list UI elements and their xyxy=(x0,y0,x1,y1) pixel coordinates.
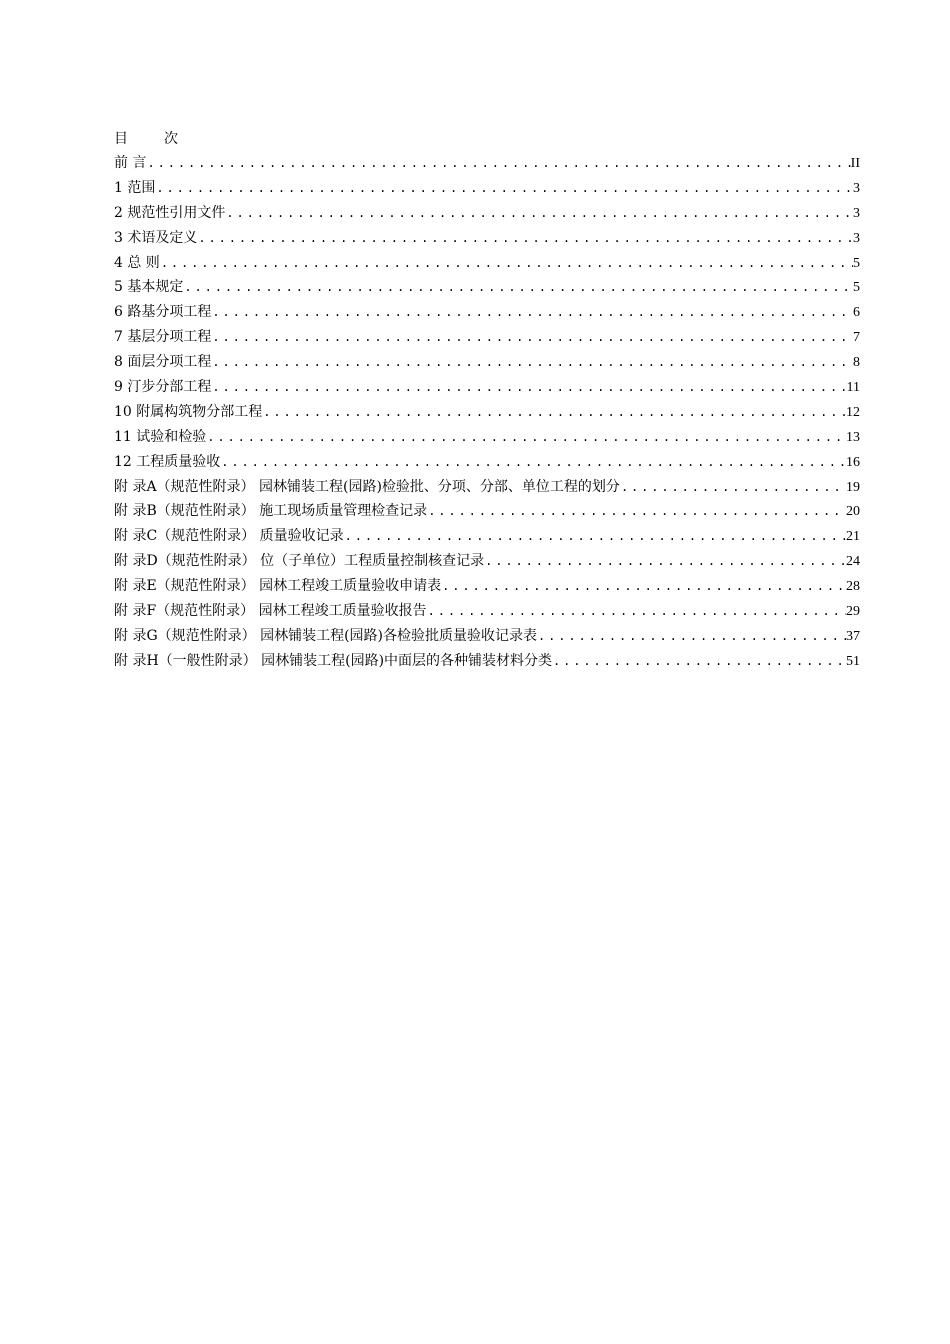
table-of-contents xyxy=(114,127,860,674)
toc-entry[interactable] xyxy=(114,574,860,599)
toc-dot-leader xyxy=(344,524,846,549)
toc-entry-label: 12 工程质量验收 xyxy=(114,453,221,470)
toc-entry[interactable] xyxy=(114,275,860,300)
toc-entry-label: 前 言 xyxy=(114,155,147,171)
toc-entry-list xyxy=(114,151,860,674)
toc-entry-page-number: II xyxy=(850,156,860,171)
toc-entry[interactable] xyxy=(114,226,860,251)
toc-entry-label: 11 试验和检验 xyxy=(114,428,207,445)
toc-entry-label: 6 路基分项工程 xyxy=(114,304,212,321)
toc-dot-leader xyxy=(211,325,853,350)
toc-entry[interactable] xyxy=(114,201,860,226)
toc-entry-page-number: 21 xyxy=(846,529,860,545)
toc-entry-label: 附 录C（规范性附录） 质量验收记录 xyxy=(114,528,344,545)
toc-dot-leader xyxy=(155,176,853,201)
toc-entry[interactable] xyxy=(114,624,860,649)
toc-dot-leader xyxy=(146,151,850,176)
toc-entry[interactable] xyxy=(114,151,860,176)
toc-dot-leader xyxy=(537,624,846,649)
toc-dot-leader xyxy=(225,201,853,226)
toc-dot-leader xyxy=(160,251,853,276)
toc-entry-page-number: 13 xyxy=(846,429,860,445)
toc-entry-page-number: 29 xyxy=(846,604,860,620)
toc-dot-leader xyxy=(211,350,853,375)
toc-entry-label: 2 规范性引用文件 xyxy=(114,204,226,221)
toc-entry[interactable] xyxy=(114,176,860,201)
toc-entry-label: 4 总 则 xyxy=(114,254,160,271)
toc-dot-leader xyxy=(220,450,846,475)
toc-entry-label: 附 录G（规范性附录） 园林铺装工程(园路)各检验批质量验收记录表 xyxy=(114,627,538,644)
toc-entry[interactable] xyxy=(114,300,860,325)
toc-dot-leader xyxy=(552,649,846,674)
toc-entry-label: 3 术语及定义 xyxy=(114,229,198,246)
toc-entry[interactable] xyxy=(114,325,860,350)
toc-entry[interactable] xyxy=(114,375,860,400)
toc-entry-label: 10 附属构筑物分部工程 xyxy=(114,403,263,420)
toc-entry-page-number: 16 xyxy=(846,454,860,470)
toc-dot-leader xyxy=(620,475,846,500)
toc-entry[interactable] xyxy=(114,400,860,425)
toc-dot-leader xyxy=(427,499,846,524)
toc-dot-leader xyxy=(206,425,846,450)
toc-entry-page-number: 28 xyxy=(846,579,860,595)
toc-dot-leader xyxy=(211,375,846,400)
toc-entry-label: 7 基层分项工程 xyxy=(114,329,212,346)
toc-entry-label: 8 面层分项工程 xyxy=(114,354,212,371)
toc-entry-label: 附 录B（规范性附录） 施工现场质量管理检查记录 xyxy=(114,503,428,520)
toc-entry-page-number: 12 xyxy=(846,404,860,420)
toc-entry-label: 附 录D（规范性附录） 位（子单位）工程质量控制核查记录 xyxy=(114,553,485,570)
toc-entry-page-number: 8 xyxy=(853,355,860,371)
toc-dot-leader xyxy=(262,400,846,425)
toc-entry-label: 附 录E（规范性附录） 园林工程竣工质量验收申请表 xyxy=(114,578,442,595)
toc-entry[interactable] xyxy=(114,450,860,475)
toc-entry-label: 9 汀步分部工程 xyxy=(114,379,212,396)
toc-dot-leader xyxy=(197,226,853,251)
toc-entry-label: 附 录F（规范性附录） 园林工程竣工质量验收报告 xyxy=(114,603,427,620)
toc-heading-right: 次 xyxy=(164,131,178,147)
toc-heading xyxy=(114,127,860,151)
toc-entry[interactable] xyxy=(114,599,860,624)
toc-entry-page-number: 11 xyxy=(846,380,860,396)
toc-entry-page-number: 3 xyxy=(853,180,860,196)
toc-entry[interactable] xyxy=(114,549,860,574)
toc-heading-left: 目 xyxy=(114,131,128,147)
toc-entry-page-number: 51 xyxy=(846,653,860,669)
toc-entry-label: 1 范围 xyxy=(114,179,156,196)
toc-entry-page-number: 5 xyxy=(853,255,860,271)
toc-dot-leader xyxy=(211,300,853,325)
toc-entry-page-number: 24 xyxy=(846,554,860,570)
toc-entry-page-number: 3 xyxy=(853,230,860,246)
toc-entry-label: 附 录A（规范性附录） 园林铺装工程(园路)检验批、分项、分部、单位工程的划分 xyxy=(114,478,620,495)
toc-entry-page-number: 5 xyxy=(853,280,860,296)
toc-entry-page-number: 37 xyxy=(846,628,860,644)
toc-entry-page-number: 20 xyxy=(846,504,860,520)
toc-entry[interactable] xyxy=(114,475,860,500)
toc-entry[interactable] xyxy=(114,524,860,549)
toc-entry-page-number: 3 xyxy=(853,205,860,221)
toc-entry-label: 5 基本规定 xyxy=(114,279,184,296)
toc-dot-leader xyxy=(427,599,846,624)
toc-entry[interactable] xyxy=(114,350,860,375)
toc-dot-leader xyxy=(484,549,846,574)
toc-entry-page-number: 7 xyxy=(853,330,860,346)
toc-entry-page-number: 6 xyxy=(853,305,860,321)
toc-entry-label: 附 录H（一般性附录） 园林铺装工程(园路)中面层的各种铺装材料分类 xyxy=(114,652,553,669)
toc-dot-leader xyxy=(183,275,853,300)
toc-dot-leader xyxy=(441,574,846,599)
toc-entry[interactable] xyxy=(114,251,860,276)
toc-entry[interactable] xyxy=(114,649,860,674)
toc-entry[interactable] xyxy=(114,499,860,524)
toc-entry-page-number: 19 xyxy=(846,479,860,495)
toc-entry[interactable] xyxy=(114,425,860,450)
